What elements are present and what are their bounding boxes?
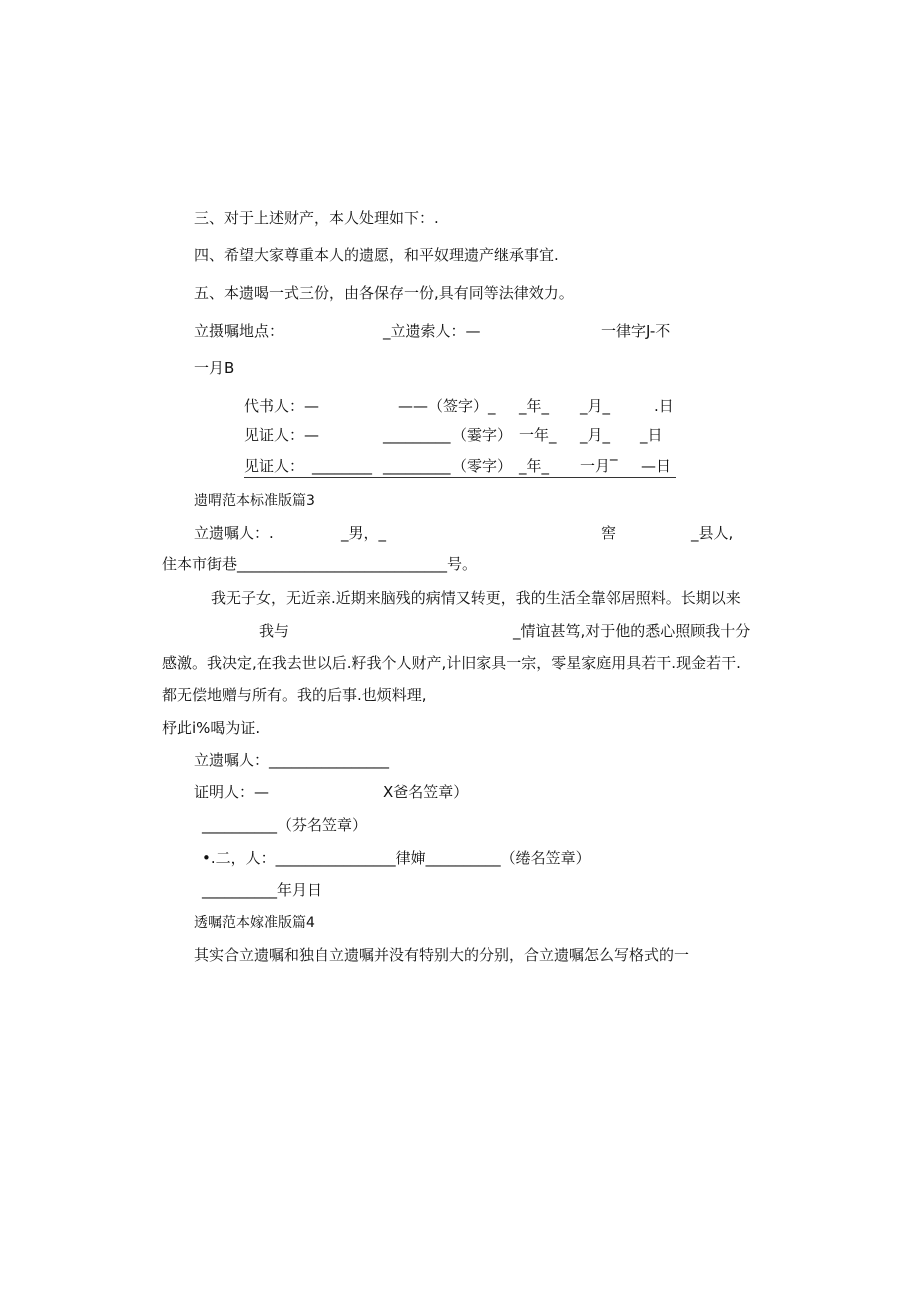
body-line-3: 感激。我决定,在我去世以后.籽我个人财产,计旧家具一宗，零星家庭用具若干.现金若干. [162, 654, 741, 672]
seal-line: __________（芬名笠章） [202, 816, 368, 834]
witness1-blank: _________ [383, 426, 451, 444]
agent-month: _月_ [580, 397, 611, 415]
signature-underline [244, 477, 676, 478]
witness2-day: —日 [641, 457, 672, 475]
body-line-2-left: 我与 [259, 622, 290, 640]
witness1-sign: （霎字） [452, 426, 513, 444]
testator-county: _县人, [691, 524, 734, 542]
witness2-label: 见证人： [244, 457, 305, 475]
clause-four: 四、希望大家尊重本人的遗愿，和平奴理遗产继承事宜. [194, 246, 559, 264]
clause-three: 三、对于上述财产，本人处理如下：. [194, 209, 439, 227]
body-line-2-right: _情谊甚笃,对于他的悉心照顾我十分 [513, 622, 751, 640]
witness1-month: _月_ [580, 426, 611, 444]
witness2-blank1: ________ [312, 457, 372, 475]
sign-note: 一律字J-不 [601, 322, 671, 340]
agent-label: 代书人：— [244, 397, 320, 415]
witness-line-right: X爸名笠章） [383, 783, 469, 801]
section-heading-3: 遗喟范本标准版篇3 [194, 493, 315, 509]
will-place-label: 立摄嘱地点： [194, 322, 285, 340]
testator-line-label: 立遗嘱人：. [194, 524, 274, 542]
section4-body: 其实合立遗嘱和独自立遗嘱并没有特别大的分别，合立遗嘱怎么写格式的一 [194, 946, 690, 964]
agent-sign: ——（签字）_ [398, 397, 496, 415]
section-heading-4: 透嘱范本嫁准版篇4 [194, 915, 315, 931]
agent-year: _年_ [519, 397, 550, 415]
witness-line-left: 证明人：— [194, 783, 270, 801]
testator-signature-line: 立遗嘱人：________________ [194, 751, 390, 769]
witness2-sign: （零字） [452, 457, 513, 475]
witness2-blank2: _________ [383, 457, 451, 475]
date-line: __________年月日 [202, 881, 323, 899]
testator-origin: 窖 [601, 524, 617, 542]
witness1-day: _日 [640, 426, 663, 444]
witness2-year: _年_ [519, 457, 550, 475]
body-line-4: 都无偿地赠与所有。我的后事.也烦料理, [162, 686, 427, 704]
address-line: 住本市街巷____________________________号。 [162, 555, 478, 573]
body-line-1: 我无子女，无近亲.近期来脑残的病情又转更，我的生活全靠邻居照料。长期以来 [211, 589, 741, 607]
clause-five: 五、本遗喝一式三份，由各保存一份,具有同等法律效力。 [194, 284, 574, 302]
date-tail: 一月B [194, 359, 235, 377]
witness1-year: 一年_ [519, 426, 557, 444]
agent-day: .日 [654, 397, 674, 415]
third-party-line: •.二，人：________________律婶__________（绻名笠章） [202, 849, 591, 867]
testator-label: _立遗索人：— [383, 322, 481, 340]
body-line-5: 杼此i%喝为证. [162, 719, 261, 737]
witness2-month: 一月‾ [580, 457, 618, 475]
witness1-label: 见证人：— [244, 426, 320, 444]
testator-gender: _男，_ [341, 524, 387, 542]
